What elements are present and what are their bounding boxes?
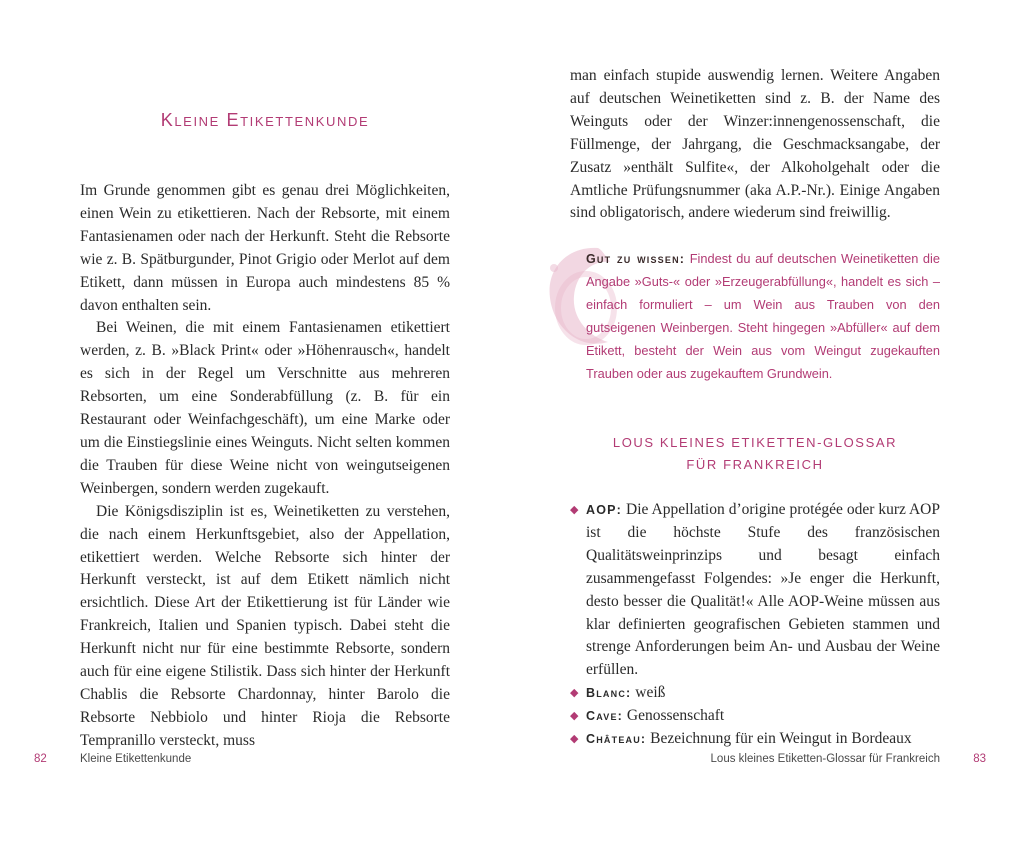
glossary-title-line: FÜR FRANKREICH bbox=[686, 457, 824, 472]
tip-text: Findest du auf deutschen Weinetiketten die Angabe »Guts-« oder »Erzeugerabfüllung«, handelt es sich – einfach formuliert – um Wein aus Trauben von den gutseigenen Weinbergen. Steht hingegen »Abfüller« auf dem Etikett, besteht der Wein aus vom Weingut zugekauften Trauben oder aus zugekauftem Grundwein. bbox=[586, 251, 940, 381]
glossary-term: Château: bbox=[586, 732, 647, 747]
chapter-title: Kleine Etikettenkunde bbox=[160, 110, 370, 130]
glossary-list bbox=[570, 499, 940, 751]
page-number: 83 bbox=[973, 753, 986, 765]
glossary-title-line: LOUS KLEINES ETIKETTEN-GLOSSAR bbox=[612, 435, 898, 450]
diamond-bullet-icon: ◆ bbox=[570, 709, 579, 723]
running-head: Lous kleines Etiketten-Glossar für Frankreich bbox=[710, 753, 940, 765]
diamond-bullet-icon: ◆ bbox=[570, 686, 579, 700]
glossary-title bbox=[570, 432, 940, 476]
right-body-text bbox=[570, 65, 940, 225]
glossary-definition: Die Appellation d’origine protégée oder kurz AOP ist die höchste Stufe des französischen Qualitätsweinprinzips und besagt einfach zusammengefasst Folgendes: »Je enger die Herkunft, desto besser die Qualität!« Alle AOP-Weine müssen aus klar definierten geografischen Gebieten stammen und strenge Anforderungen beim An- und Ausbau der Weine erfüllen. bbox=[586, 501, 940, 679]
tip-box bbox=[586, 248, 940, 385]
page-number: 82 bbox=[34, 753, 47, 765]
diamond-bullet-icon: ◆ bbox=[570, 503, 579, 516]
glossary-item bbox=[570, 728, 940, 751]
paragraph: Im Grunde genommen gibt es genau drei Möglichkeiten, einen Wein zu etikettieren. Nach der Rebsorte, mit einem Fantasienamen oder nach der Herkunft. Steht die Rebsorte wie z. B. Spätburgunder, Pinot Grigio oder Merlot auf dem Etikett, dann müssen in Europa auch mindestens 85 % davon enthalten sein. bbox=[80, 182, 450, 314]
glossary-item bbox=[570, 705, 940, 728]
right-page bbox=[510, 0, 1020, 842]
glossary-term: Cave: bbox=[586, 709, 624, 724]
paragraph: Die Königsdisziplin ist es, Weinetiketten zu verstehen, die nach einem Herkunftsgebiet, also der Appellation, etikettiert werden. Welche Rebsorte sich hinter der Herkunft versteckt, ist auf dem Etikett nämlich nicht ersichtlich. Diese Art der Etikettierung ist für Länder wie Frankreich, Italien und Spanien typisch. Dabei steht die Herkunft nicht nur für eine bestimmte Rebsorte, sondern auch für eine eigene Stilistik. Dass sich hinter der Herkunft Chablis die Rebsorte Chardonnay, hinter Barolo die Rebsorte Nebbiolo und hinter Rioja die Rebsorte Tempranillo versteckt, muss bbox=[80, 502, 450, 749]
glossary-definition: weiß bbox=[635, 684, 666, 702]
glossary-definition: Genossenschaft bbox=[626, 707, 725, 725]
glossary-item bbox=[570, 682, 940, 705]
glossary-definition: Bezeichnung für ein Weingut in Bordeaux bbox=[650, 730, 912, 748]
glossary-term: Blanc: bbox=[586, 686, 632, 701]
glossary-term: AOP: bbox=[586, 503, 623, 517]
running-head: Kleine Etikettenkunde bbox=[80, 753, 192, 765]
glossary-item bbox=[570, 499, 940, 682]
paragraph: man einfach stupide auswendig lernen. Weitere Angaben auf deutschen Weinetiketten sind z. B. der Name des Weinguts oder der Winzer:innengenossenschaft, die Füllmenge, der Jahrgang, die Geschmacksangabe, der Zusatz »enthält Sulfite«, der Alkoholgehalt oder die Amtliche Prüfungsnummer (aka A.P.-Nr.). Einige Angaben sind obligatorisch, andere wiederum sind freiwillig. bbox=[570, 67, 940, 222]
paragraph: Bei Weinen, die mit einem Fantasienamen etikettiert werden, z. B. »Black Print« oder »Höhenrausch«, handelt es sich in der Regel um Verschnitte aus mehreren Rebsorten, um eine Sonderabfüllung (z. B. für ein Restaurant oder Weinfachgeschäft), um eine Marke oder um die Einstiegslinie eines Weinguts. Nicht selten kommen die Trauben für diese Weine nicht von weingutseigenen Weinbergen, sondern werden zugekauft. bbox=[80, 319, 450, 497]
tip-label: Gut zu wissen: bbox=[586, 252, 686, 266]
left-body-text bbox=[80, 180, 450, 753]
diamond-bullet-icon: ◆ bbox=[570, 732, 579, 746]
